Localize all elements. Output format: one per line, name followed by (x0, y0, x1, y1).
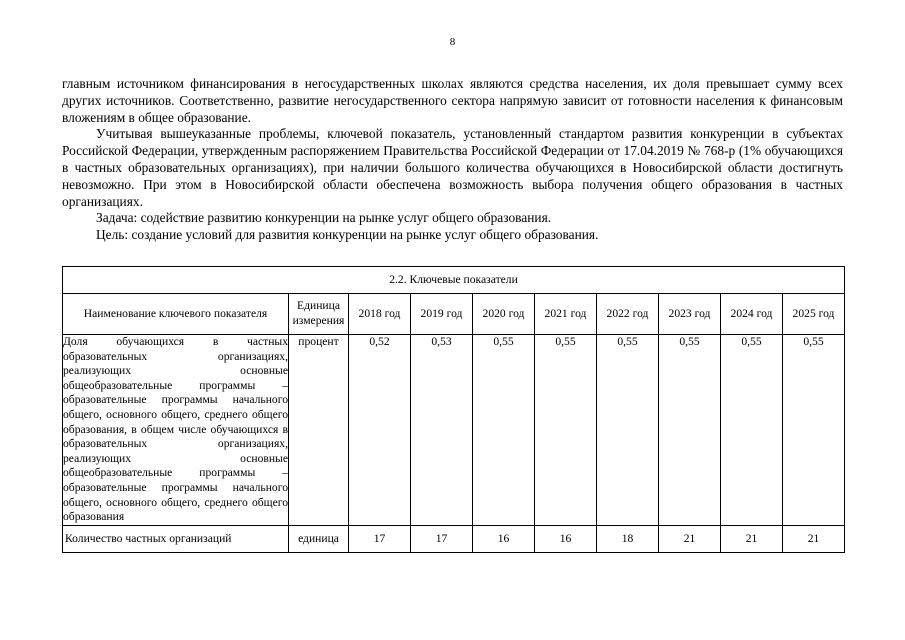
header-unit: Единица измерения (289, 294, 349, 335)
value-cell: 0,55 (473, 335, 535, 526)
value-cell: 16 (473, 525, 535, 553)
paragraph-financing: главным источником финансирования в негосударственных школах являются средства населения, их доля превышает сумму всех других источников. Соответственно, развитие негосударственного сектора напрямую зависит от готовности населения к финансовым вложениям в общее образование. (62, 76, 843, 125)
header-indicator-name: Наименование ключевого показателя (63, 294, 289, 335)
header-year-2023: 2023 год (659, 294, 721, 335)
value-cell: 21 (721, 525, 783, 553)
paragraph-task: Задача: содействие развитию конкуренции на рынке услуг общего образования. (96, 210, 552, 226)
table-caption: 2.2. Ключевые показатели (63, 267, 845, 294)
unit-cell: единица (289, 525, 349, 553)
value-cell: 0,55 (721, 335, 783, 526)
table-header-row (63, 294, 845, 335)
header-year-2025: 2025 год (783, 294, 845, 335)
value-cell: 21 (783, 525, 845, 553)
key-indicators-table (62, 266, 845, 553)
paragraph-goal: Цель: создание условий для развития конкуренции на рынке услуг общего образования. (96, 227, 599, 243)
value-cell: 0,53 (411, 335, 473, 526)
value-cell: 0,55 (597, 335, 659, 526)
header-year-2020: 2020 год (473, 294, 535, 335)
paragraph-key-indicator: Учитывая вышеуказанные проблемы, ключевой показатель, установленный стандартом развития конкуренции в субъектах Российской Федерации, утвержденным распоряжением Правительства Российской Федерации от 17.04.2019 № 768-р (1% обучающихся в частных образовательных организациях), при наличии большого количества обучающихся в Новосибирской области достигнуть невозможно. При этом в Новосибирской области обеспечена возможность выбора получения общего образования в частных организациях. (62, 126, 843, 209)
table-row (63, 335, 845, 526)
page-number: 8 (449, 36, 456, 48)
value-cell: 17 (349, 525, 411, 553)
body-text (62, 76, 843, 244)
value-cell: 18 (597, 525, 659, 553)
header-year-2019: 2019 год (411, 294, 473, 335)
indicator-name-cell: Количество частных организаций (63, 525, 289, 553)
value-cell: 0,55 (783, 335, 845, 526)
value-cell: 0,52 (349, 335, 411, 526)
unit-cell: процент (289, 335, 349, 526)
value-cell: 0,55 (659, 335, 721, 526)
header-year-2018: 2018 год (349, 294, 411, 335)
indicator-name-cell: Доля обучающихся в частных образовательных организациях, реализующих основные общеобразовательные программы – образовательные программы начального общего, основного общего, среднего общего образования, в общем числе обучающихся в образовательных организациях, реализующих основные общеобразовательные программы – образовательные программы начального общего, основного общего, среднего общего образования (63, 335, 289, 526)
header-year-2021: 2021 год (535, 294, 597, 335)
value-cell: 0,55 (535, 335, 597, 526)
table-row (63, 525, 845, 553)
header-year-2024: 2024 год (721, 294, 783, 335)
value-cell: 16 (535, 525, 597, 553)
value-cell: 17 (411, 525, 473, 553)
header-year-2022: 2022 год (597, 294, 659, 335)
value-cell: 21 (659, 525, 721, 553)
